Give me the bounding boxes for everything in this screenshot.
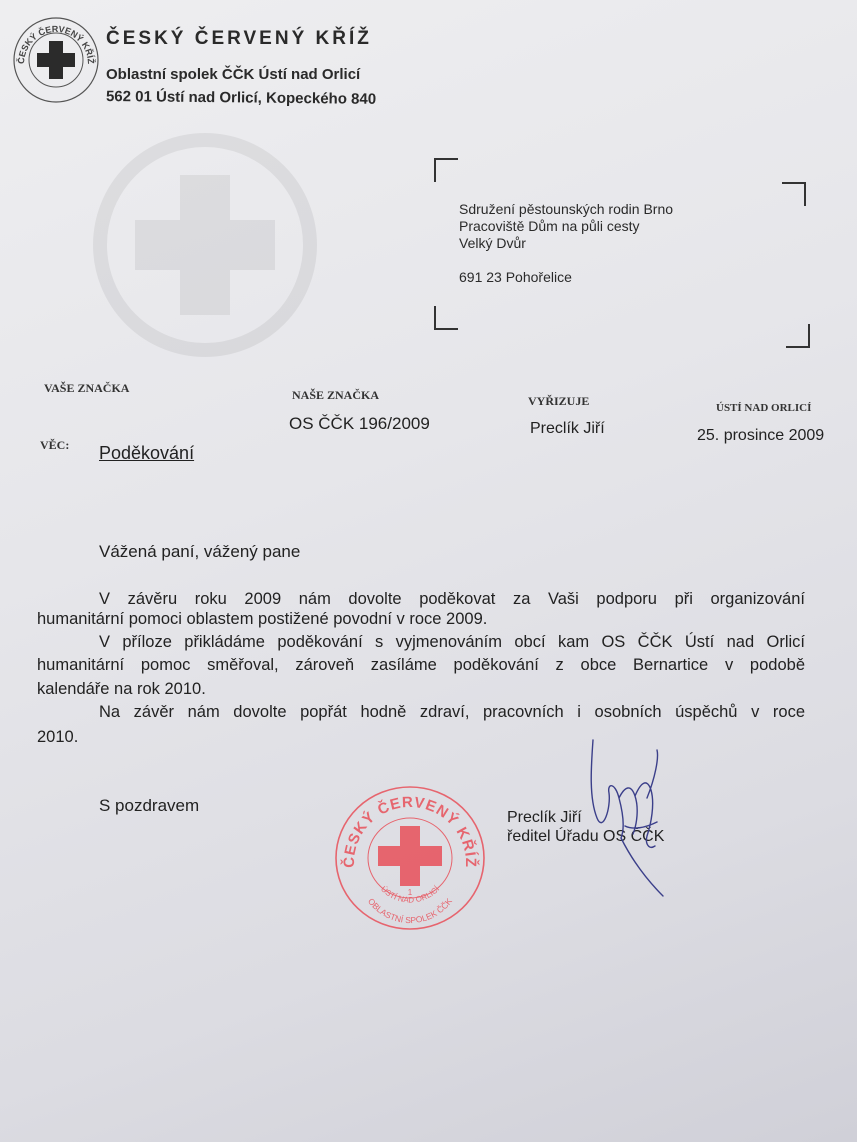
org-branch: Oblastní spolek ČČK Ústí nad Orlicí — [106, 66, 361, 83]
handwritten-signature-icon — [585, 738, 675, 898]
logo-ring-text: ČESKÝ ČERVENÝ KŘÍŽ — [15, 23, 97, 65]
body-line-1: V závěru roku 2009 nám dovolte poděkovat za Vaši podporu při organizování — [99, 590, 805, 608]
body-line-3: V příloze přikládáme poděkování s vyjmenováním obcí kam OS ČČK Ústí nad Orlicí — [99, 633, 805, 651]
recipient-line-3: Velký Dvůr — [459, 235, 526, 251]
body-line-7: 2010. — [37, 728, 79, 746]
stamp-number: 1 — [407, 888, 413, 897]
address-corner-top-left — [434, 158, 458, 182]
stamp-bottom-text-2: ÚSTÍ NAD ORLICÍ — [378, 884, 442, 905]
watermark-cross-icon — [60, 130, 350, 360]
body-line-5: kalendáře na rok 2010. — [37, 680, 206, 698]
stamp-bottom-text-1: OBLASTNÍ SPOLEK ČČK — [366, 896, 454, 926]
vec-label: VĚC: — [40, 438, 70, 452]
address-corner-bottom-right — [786, 324, 810, 348]
recipient-line-2: Pracoviště Dům na půli cesty — [459, 218, 640, 234]
recipient-postal: 691 23 Pohořelice — [459, 269, 572, 285]
signer-title: ředitel Úřadu OS ČČK — [507, 828, 665, 845]
recipient-line-1: Sdružení pěstounských rodin Brno — [459, 201, 674, 217]
org-address: 562 01 Ústí nad Orlicí, Kopeckého 840 — [105, 88, 377, 108]
closing-salutation: S pozdravem — [99, 796, 200, 815]
address-corner-bottom-left — [434, 306, 458, 330]
vyrizuje-label: VYŘIZUJE — [528, 394, 590, 408]
address-corner-top-right — [782, 182, 806, 206]
body-line-6: Na závěr nám dovolte popřát hodně zdraví, pracovních i osobních úspěchů v roce — [99, 703, 805, 721]
nase-znacka-value: OS ČČK 196/2009 — [289, 414, 430, 433]
signer-name: Preclík Jiří — [507, 809, 582, 826]
date-value: 25. prosince 2009 — [697, 427, 825, 444]
body-line-2: humanitární pomoci oblastem postižené povodní v roce 2009. — [37, 610, 488, 628]
vase-znacka-label: VAŠE ZNAČKA — [44, 381, 130, 395]
place-label: ÚSTÍ NAD ORLICÍ — [716, 402, 812, 414]
vyrizuje-value: Preclík Jiří — [530, 420, 605, 437]
recipient-address — [459, 201, 673, 286]
red-cross-stamp-icon — [332, 783, 488, 933]
stamp-top-text: ČESKÝ ČERVENÝ KŘÍŽ — [340, 793, 480, 868]
nase-znacka-label: NAŠE ZNAČKA — [292, 388, 380, 402]
red-cross-logo-icon — [10, 14, 102, 106]
org-name: ČESKÝ ČERVENÝ KŘÍŽ — [106, 28, 372, 49]
subject: Poděkování — [99, 443, 195, 463]
greeting: Vážená paní, vážený pane — [99, 542, 301, 561]
body-line-4: humanitární pomoc směřoval, zároveň zasíláme poděkování z obce Bernartice v podobě — [37, 656, 805, 674]
